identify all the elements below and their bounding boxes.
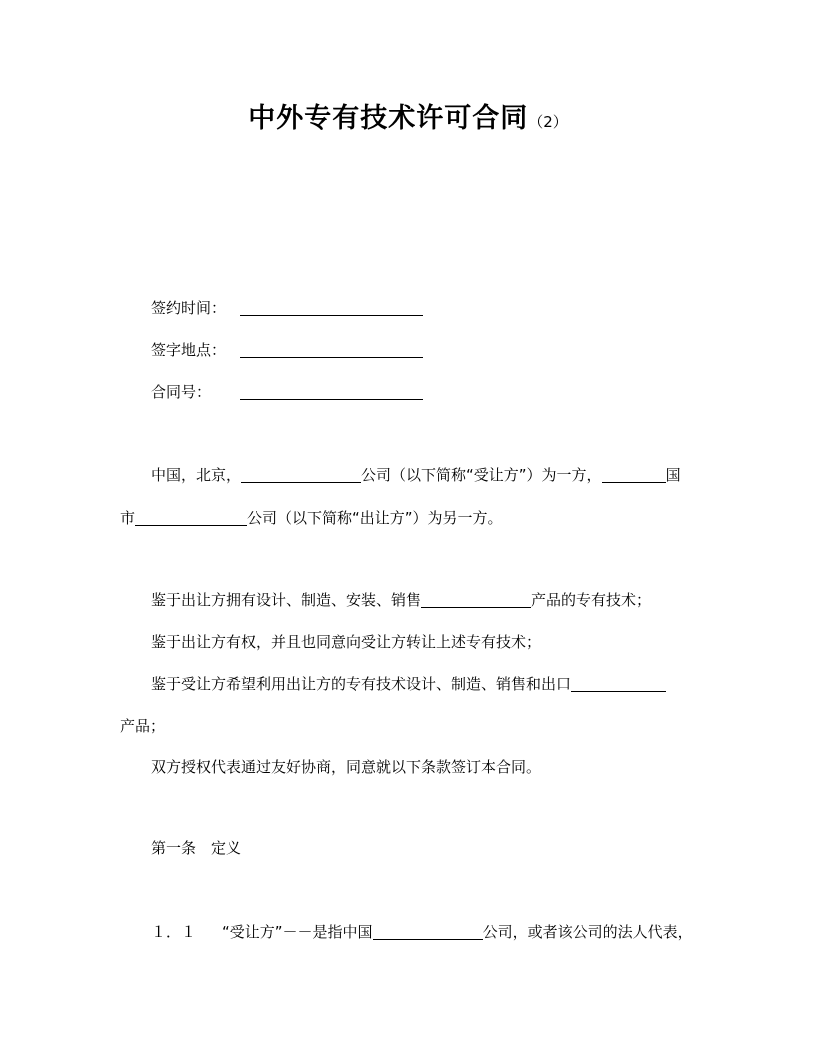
blank-signing-time[interactable] xyxy=(240,299,423,316)
field-signing-place xyxy=(151,339,423,360)
text-segment: 双方授权代表通过友好协商，同意就以下条款签订本合同。 xyxy=(151,758,542,776)
text-segment: 公司，或者该公司的法人代表， xyxy=(482,923,693,941)
text-segment: 产品； xyxy=(120,717,166,735)
clause-1-1 xyxy=(151,921,693,942)
text-segment: 中国，北京， xyxy=(151,466,242,484)
field-label: 签约时间： xyxy=(151,299,227,317)
whereas-clause-3-line1 xyxy=(151,673,666,694)
text-segment: 鉴于受让方希望利用出让方的专有技术设计、制造、销售和出口 xyxy=(151,675,572,693)
clause-number: １．１ xyxy=(151,923,197,941)
text-segment: 第一条 定义 xyxy=(151,839,242,857)
agreement-paragraph xyxy=(151,756,541,777)
title-suffix: （2） xyxy=(528,113,568,131)
field-label: 合同号： xyxy=(151,383,212,401)
parties-paragraph-line2 xyxy=(120,507,503,528)
text-segment: 公司（以下简称“出让方”）为另一方。 xyxy=(247,509,503,527)
text-segment: “受让方”－－是指中国 xyxy=(222,923,373,941)
blank-contract-number[interactable] xyxy=(240,383,423,400)
title-text: 中外专有技术许可合同 xyxy=(248,103,529,134)
blank-licensor-country[interactable] xyxy=(602,466,666,483)
article-1-heading xyxy=(151,837,241,858)
text-segment: 公司（以下简称“受让方”）为一方， xyxy=(361,466,602,484)
whereas-clause-1 xyxy=(151,589,651,610)
blank-licensor-company[interactable] xyxy=(135,509,247,526)
text-segment: 鉴于出让方拥有设计、制造、安装、销售 xyxy=(151,591,422,609)
blank-signing-place[interactable] xyxy=(240,341,423,358)
text-segment: 国 xyxy=(665,466,681,484)
text-segment: 市 xyxy=(120,509,136,527)
blank-licensee-company-clause[interactable] xyxy=(373,923,483,940)
text-segment: 鉴于出让方有权，并且也同意向受让方转让上述专有技术； xyxy=(151,633,542,651)
whereas-clause-2 xyxy=(151,631,541,652)
text-segment: 产品的专有技术； xyxy=(531,591,652,609)
parties-paragraph-line1 xyxy=(151,464,681,485)
whereas-clause-3-line2 xyxy=(120,715,165,736)
document-title xyxy=(0,96,816,135)
blank-product-name[interactable] xyxy=(421,591,531,608)
blank-export-product[interactable] xyxy=(571,675,666,692)
blank-licensee-company[interactable] xyxy=(241,466,361,483)
field-signing-time xyxy=(151,297,423,318)
field-contract-number xyxy=(151,381,423,402)
field-label: 签字地点： xyxy=(151,341,227,359)
